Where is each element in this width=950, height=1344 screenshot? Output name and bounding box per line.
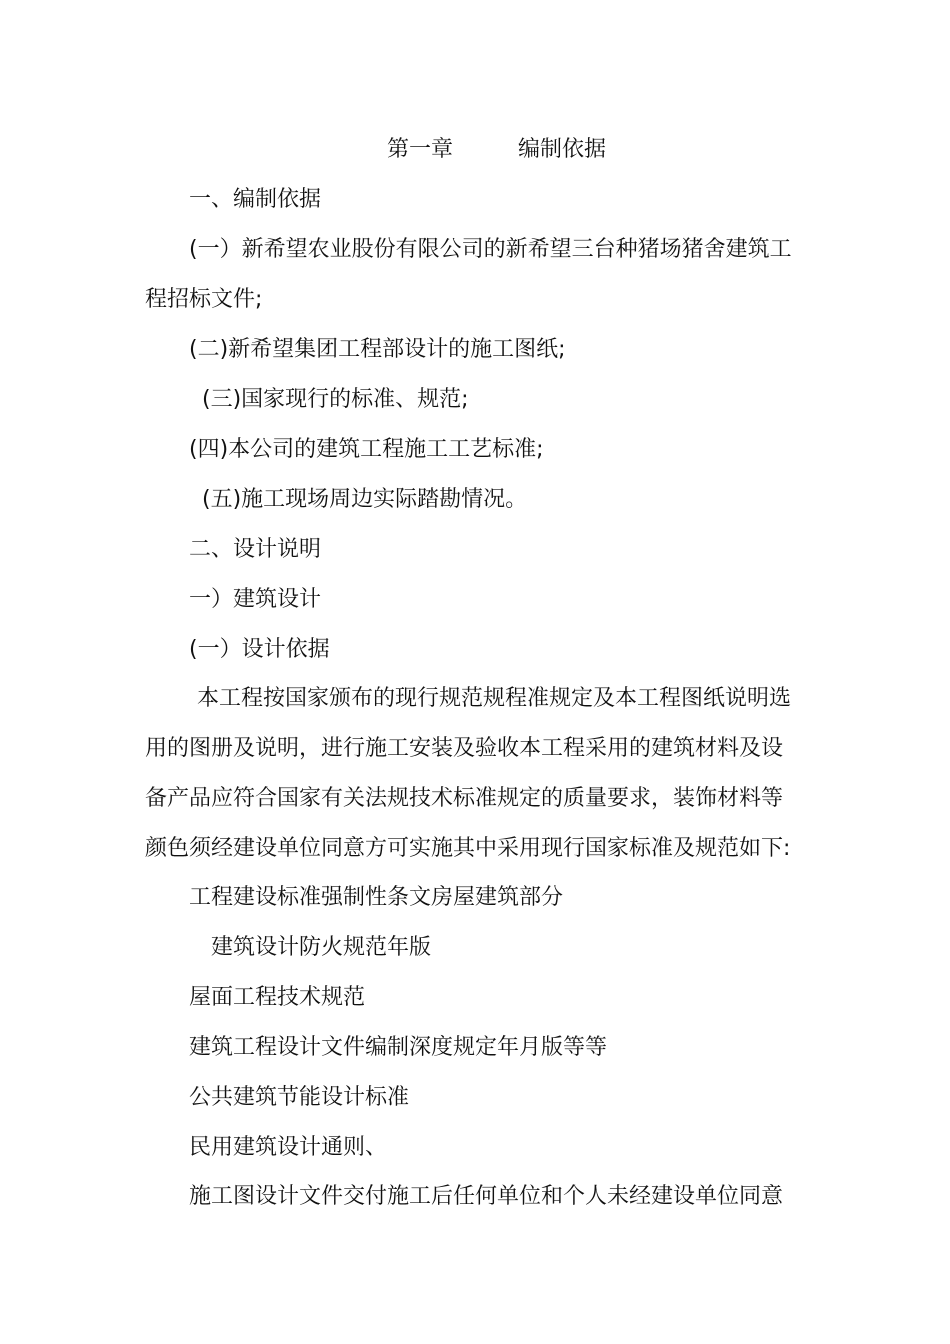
basis-item-5: (五)施工现场周边实际踏勘情况。 (202, 487, 528, 512)
chapter-title (0, 135, 950, 165)
standard-item-3: 屋面工程技术规范 (189, 985, 366, 1010)
paragraph-line-4: 颜色须经建设单位同意方可实施其中采用现行国家标准及规范如下: (145, 836, 791, 861)
subsection-design-basis: (一）设计依据 (189, 637, 330, 662)
standard-item-5: 公共建筑节能设计标准 (189, 1085, 410, 1110)
section-heading-basis: 一、编制依据 (189, 187, 322, 212)
basis-item-3: (三)国家现行的标准、规范; (202, 387, 469, 412)
basis-item-1: (一）新希望农业股份有限公司的新希望三台种猪场猪舍建筑工 (189, 237, 792, 262)
paragraph-final-line: 施工图设计文件交付施工后任何单位和个人未经建设单位同意 (189, 1184, 784, 1209)
standard-item-4: 建筑工程设计文件编制深度规定年月版等等 (189, 1035, 608, 1060)
basis-item-2: (二)新希望集团工程部设计的施工图纸; (189, 337, 566, 362)
standard-item-2: 建筑设计防火规范年版 (211, 935, 432, 960)
chapter-number: 第一章 (387, 137, 454, 162)
section-heading-design: 二、设计说明 (189, 537, 322, 562)
chapter-name: 编制依据 (518, 137, 607, 162)
paragraph-line-1: 本工程按国家颁布的现行规范规程准规定及本工程图纸说明选 (197, 686, 792, 711)
standard-item-6: 民用建筑设计通则、 (189, 1135, 388, 1160)
basis-item-4: (四)本公司的建筑工程施工工艺标准; (189, 437, 544, 462)
basis-item-1-cont: 程招标文件; (145, 287, 263, 312)
subsection-architecture: 一）建筑设计 (189, 587, 322, 612)
paragraph-line-2: 用的图册及说明，进行施工安装及验收本工程采用的建筑材料及设 (145, 736, 784, 761)
standard-item-1: 工程建设标准强制性条文房屋建筑部分 (189, 885, 564, 910)
paragraph-line-3: 备产品应符合国家有关法规技术标准规定的质量要求，装饰材料等 (145, 786, 784, 811)
